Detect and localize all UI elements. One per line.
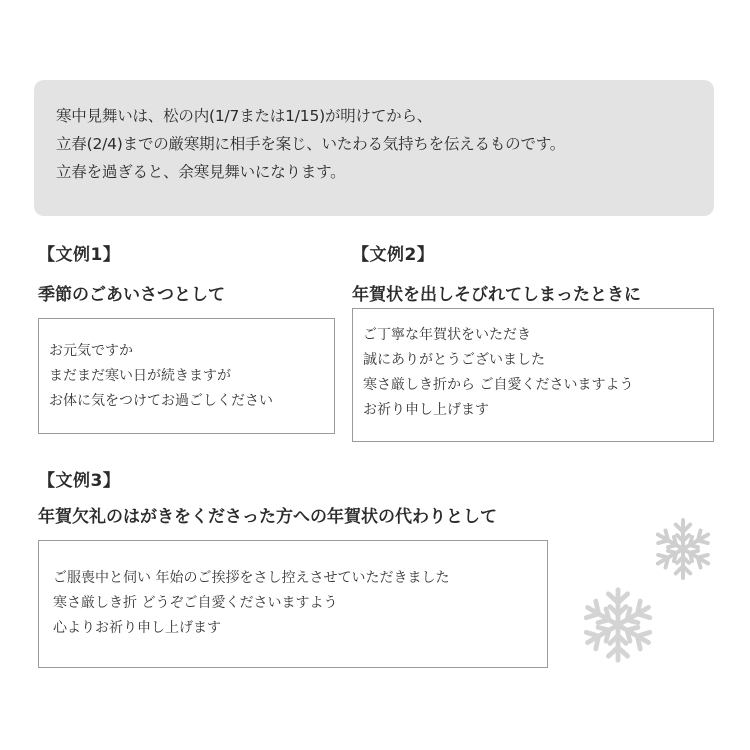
example-2-subtitle: 年賀状を出しそびれてしまったときに <box>352 285 641 305</box>
intro-line: 寒中見舞いは、松の内(1/7または1/15)が明けてから、 <box>56 107 433 125</box>
example-2-line: お祈り申し上げます <box>363 402 489 418</box>
example-3-line: 心よりお祈り申し上げます <box>53 620 221 636</box>
example-2-line: 誠にありがとうございました <box>363 352 545 368</box>
intro-line: 立春を過ぎると、余寒見舞いになります。 <box>56 163 346 181</box>
example-3-subtitle: 年賀欠礼のはがきをくださった方への年賀状の代わりとして <box>38 507 497 527</box>
intro-panel <box>34 80 714 216</box>
example-2-label: 【文例2】 <box>352 245 435 265</box>
example-2-box <box>352 308 714 442</box>
example-1-box <box>38 318 335 434</box>
example-1-line: まだまだ寒い日が続きますが <box>49 368 231 384</box>
example-1-label: 【文例1】 <box>38 245 121 265</box>
example-1-line: お体に気をつけてお過ごしください <box>49 393 273 409</box>
example-3-line: ご服喪中と伺い 年始のご挨拶をさし控えさせていただきました <box>53 570 450 586</box>
example-2-line: ご丁寧な年賀状をいただき <box>363 327 531 343</box>
intro-line: 立春(2/4)までの厳寒期に相手を案じ、いたわる気持ちを伝えるものです。 <box>56 135 566 153</box>
snowflake-icon <box>578 585 658 665</box>
example-3-line: 寒さ厳しき折 どうぞご自愛くださいますよう <box>53 595 338 611</box>
example-3-label: 【文例3】 <box>38 471 121 491</box>
example-1-subtitle: 季節のごあいさつとして <box>38 285 225 305</box>
example-1-line: お元気ですか <box>49 343 133 359</box>
example-2-line: 寒さ厳しき折から ご自愛くださいますよう <box>363 377 634 393</box>
example-3-box <box>38 540 548 668</box>
snowflake-icon <box>650 516 716 582</box>
